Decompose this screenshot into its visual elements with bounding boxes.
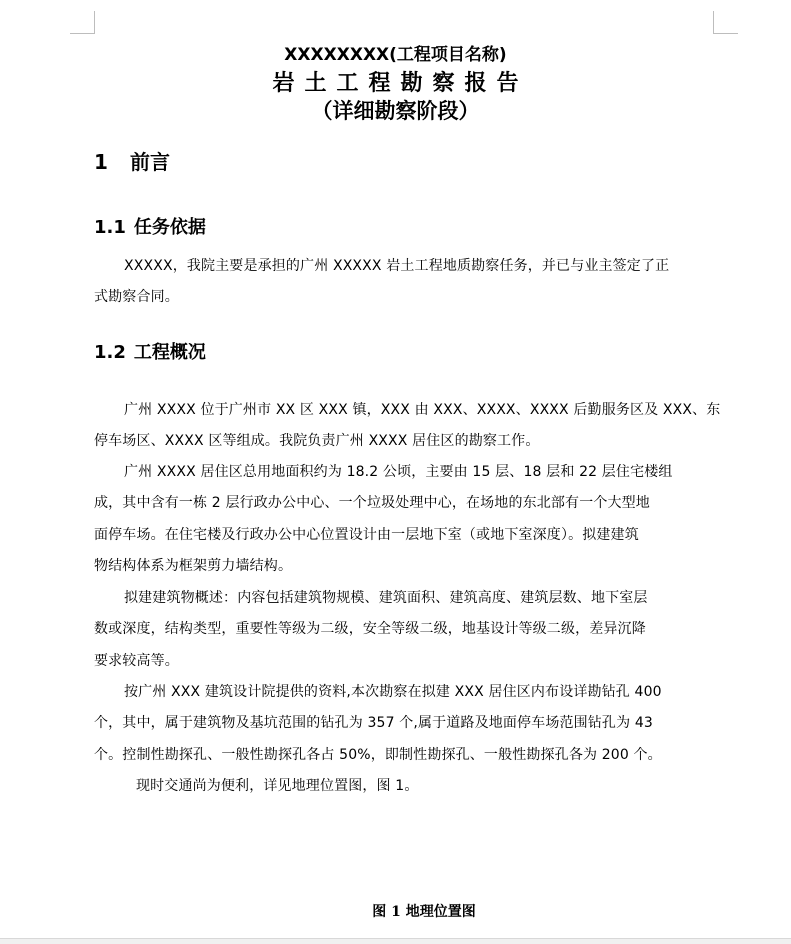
paragraph-line: 按广州 XXX 建筑设计院提供的资料,本次勘察在拟建 XXX 居住区内布设详勘钻孔 400: [124, 684, 662, 700]
paragraph-line: 式勘察合同。: [94, 289, 179, 305]
heading-text: 任务依据: [133, 217, 206, 238]
report-title: 岩土工程勘察报告: [272, 71, 529, 96]
paragraph-line: 停车场区、XXXX 区等组成。我院负责广州 XXXX 居住区的勘察工作。: [94, 433, 540, 449]
paragraph-line: 个，其中，属于建筑物及基坑范围的钻孔为 357 个,属于道路及地面停车场范围钻孔为 43: [94, 715, 653, 731]
paragraph-line: 广州 XXXX 居住区总用地面积约为 18.2 公顷，主要由 15 层、18 层和 22 层住宅楼组: [124, 464, 673, 480]
figure-caption: 图 1 地理位置图: [372, 904, 476, 920]
report-stage: （详细勘察阶段）: [311, 99, 480, 123]
paragraph-line: 拟建建筑物概述：内容包括建筑物规模、建筑面积、建筑高度、建筑层数、地下室层: [124, 590, 648, 606]
heading-1-foreword: [94, 146, 170, 175]
heading-number: 1.2: [94, 342, 126, 363]
project-title: XXXXXXXX(工程项目名称): [284, 45, 507, 65]
heading-1-1-task-basis: [94, 213, 206, 239]
heading-text: 工程概况: [133, 342, 206, 363]
paragraph-line: 广州 XXXX 位于广州市 XX 区 XXX 镇，XXX 由 XXX、XXXX、XXXX 后勤服务区及 XXX、东: [124, 402, 721, 418]
paragraph-line: 数或深度，结构类型，重要性等级为二级，安全等级二级，地基设计等级二级，差异沉降: [94, 621, 646, 637]
heading-number: 1: [94, 150, 108, 174]
heading-text: 前言: [130, 150, 170, 174]
paragraph-line: 个。控制性勘探孔、一般性勘探孔各占 50%，即制性勘探孔、一般性勘探孔各为 200 个。: [94, 747, 662, 763]
paragraph-line: 面停车场。在住宅楼及行政办公中心位置设计由一层地下室（或地下室深度）。拟建建筑: [94, 527, 639, 543]
crop-mark-top-left: [70, 11, 95, 34]
page-bottom-edge: [0, 938, 791, 944]
paragraph-line: XXXXX，我院主要是承担的广州 XXXXX 岩土工程地质勘察任务，并已与业主签定了正: [124, 258, 670, 274]
paragraph-line: 现时交通尚为便利，详见地理位置图，图 1。: [136, 778, 419, 794]
paragraph-line: 物结构体系为框架剪力墙结构。: [94, 558, 293, 574]
crop-mark-top-right: [713, 11, 738, 34]
heading-1-2-project-overview: [94, 338, 206, 364]
paragraph-line: 要求较高等。: [94, 653, 179, 669]
heading-number: 1.1: [94, 217, 126, 238]
paragraph-line: 成，其中含有一栋 2 层行政办公中心、一个垃圾处理中心，在场地的东北部有一个大型地: [94, 495, 650, 511]
